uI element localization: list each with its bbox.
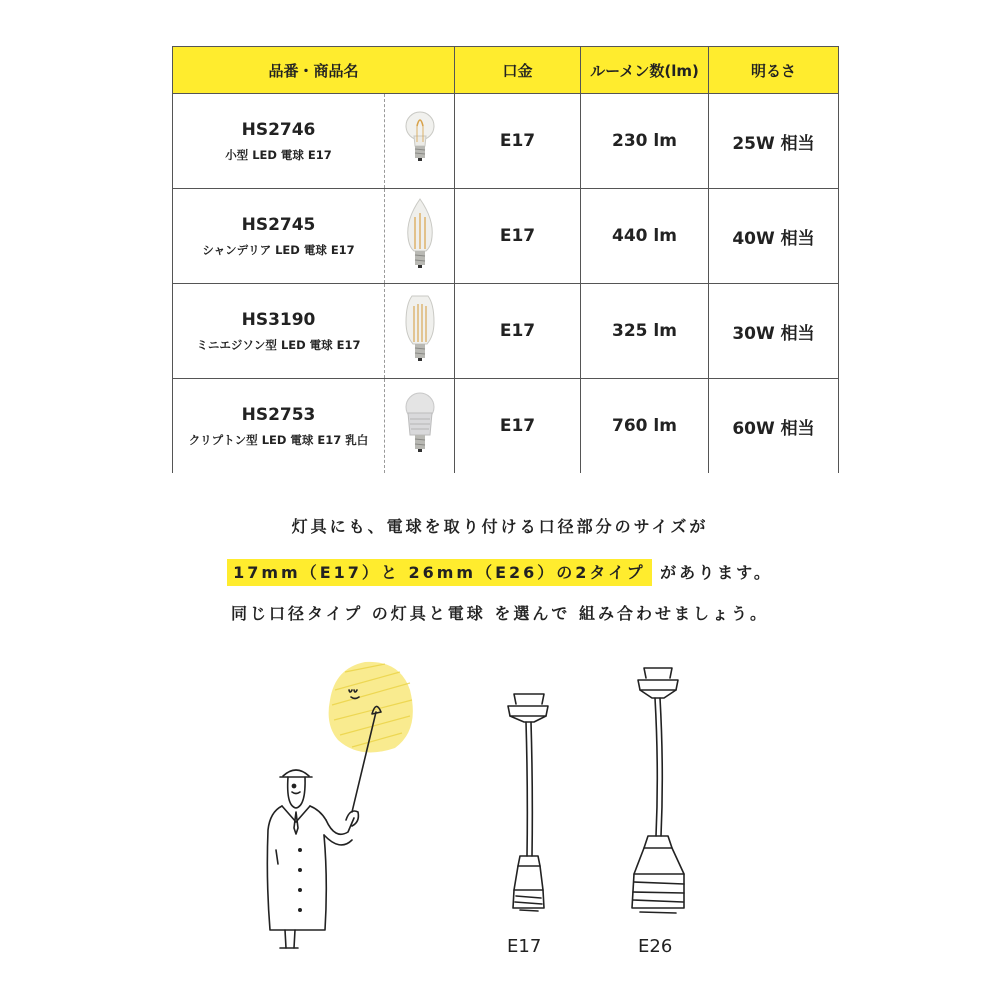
product-code: HS2753 (241, 405, 316, 425)
product-name: シャンデリア LED 電球 E17 (202, 243, 355, 257)
product-name: 小型 LED 電球 E17 (225, 148, 332, 162)
product-name: ミニエジソン型 LED 電球 E17 (196, 338, 361, 352)
base-value: E17 (455, 189, 581, 284)
lumen-value: 230 lm (581, 94, 709, 189)
product-code: HS2746 (241, 120, 316, 140)
header-product: 品番・商品名 (173, 47, 455, 94)
product-code: HS3190 (241, 310, 316, 330)
message-line-2-rest: があります。 (660, 563, 773, 582)
message-line-1: 灯具にも、電球を取り付ける口径部分のサイズが (291, 517, 709, 536)
product-name: クリプトン型 LED 電球 E17 乳白 (188, 433, 369, 447)
brightness-value: 30W 相当 (709, 284, 839, 379)
light-glow (329, 662, 413, 753)
e17-label: E17 (507, 936, 542, 957)
lumen-value: 440 lm (581, 189, 709, 284)
brightness-value: 60W 相当 (709, 379, 839, 474)
brightness-value: 40W 相当 (709, 189, 839, 284)
e17-pendant-socket (508, 694, 548, 911)
socket-size-highlight: 17mm（E17）と 26mm（E26）の2タイプ (227, 559, 652, 586)
e26-pendant-socket (632, 668, 684, 913)
product-code: HS2745 (241, 215, 316, 235)
header-lumen: ルーメン数(lm) (581, 47, 709, 94)
lumen-value: 325 lm (581, 284, 709, 379)
header-base: 口金 (455, 47, 581, 94)
message-line-3: 同じ口径タイプ の灯具と電球 を選んで 組み合わせましょう。 (231, 604, 769, 623)
lumen-value: 760 lm (581, 379, 709, 474)
base-value: E17 (455, 94, 581, 189)
base-value: E17 (455, 379, 581, 474)
base-value: E17 (455, 284, 581, 379)
e26-label: E26 (638, 936, 673, 957)
brightness-value: 25W 相当 (709, 94, 839, 189)
header-brightness: 明るさ (709, 47, 839, 94)
